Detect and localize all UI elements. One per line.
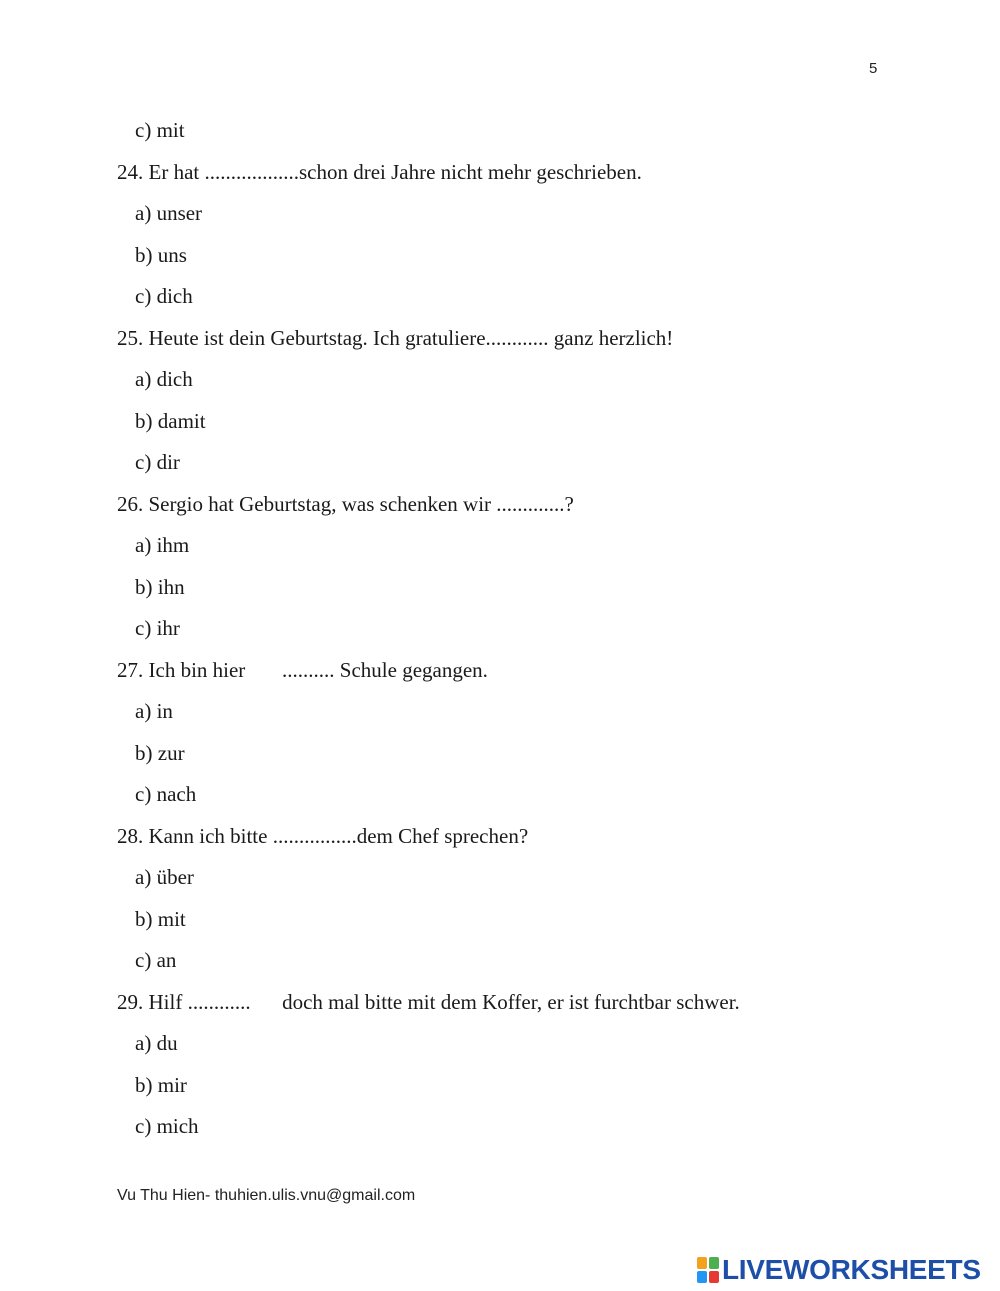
answer-option: b) ihn	[135, 574, 185, 599]
page-number: 5	[869, 60, 878, 77]
footer-author: Vu Thu Hien- thuhien.ulis.vnu@gmail.com	[117, 1187, 416, 1204]
answer-option: b) mir	[135, 1072, 187, 1097]
question-text: 24. Er hat ..................schon drei Jahre nicht mehr geschrieben.	[117, 159, 642, 184]
liveworksheets-brand[interactable]	[697, 1255, 981, 1285]
answer-option: a) du	[135, 1031, 178, 1055]
question-text: 26. Sergio hat Geburtstag, was schenken wir .............?	[117, 491, 574, 516]
answer-option: b) uns	[135, 242, 187, 267]
question-text: 25. Heute ist dein Geburtstag. Ich gratuliere............ ganz herzlich!	[117, 325, 674, 350]
answer-option: c) mit	[135, 118, 185, 142]
question-text: 28. Kann ich bitte ................dem Chef sprechen?	[117, 823, 529, 848]
question-text: 29. Hilf ............ doch mal bitte mit dem Koffer, er ist furchtbar schwer.	[117, 989, 740, 1014]
worksheet-content	[117, 110, 877, 1148]
answer-option: c) nach	[135, 782, 197, 806]
logo-square	[697, 1257, 707, 1269]
liveworksheets-logo-icon	[697, 1257, 719, 1283]
logo-square	[709, 1257, 719, 1269]
logo-square	[697, 1271, 707, 1283]
answer-option: a) in	[135, 699, 173, 723]
answer-option: a) ihm	[135, 533, 190, 557]
answer-option: c) mich	[135, 1114, 199, 1138]
answer-option: a) über	[135, 865, 194, 889]
answer-option: b) damit	[135, 408, 206, 433]
logo-square	[709, 1271, 719, 1283]
answer-option: c) an	[135, 948, 177, 972]
question-text: 27. Ich bin hier .......... Schule gegangen.	[117, 657, 488, 682]
answer-option: b) zur	[135, 740, 185, 765]
answer-option: a) dich	[135, 367, 193, 391]
answer-option: a) unser	[135, 201, 203, 225]
brand-name: LIVEWORKSHEETS	[722, 1254, 981, 1285]
answer-option: c) dich	[135, 284, 193, 308]
answer-option: b) mit	[135, 906, 186, 931]
answer-option: c) dir	[135, 450, 180, 474]
answer-option: c) ihr	[135, 616, 180, 640]
